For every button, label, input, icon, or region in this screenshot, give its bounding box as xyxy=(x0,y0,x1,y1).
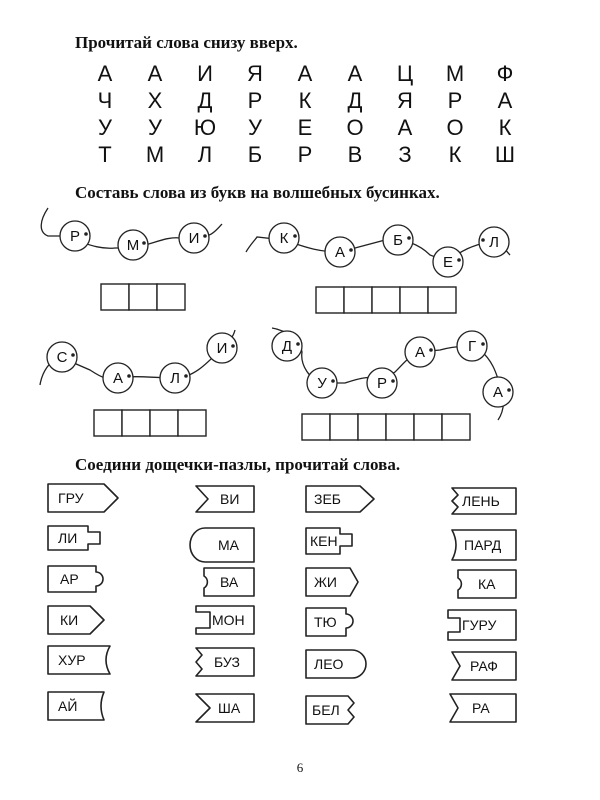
letter-cell: К xyxy=(448,141,462,167)
puzzle-word: МА xyxy=(218,537,239,553)
letter-cell: Д xyxy=(347,87,363,113)
puzzle-word: ЛИ xyxy=(58,530,78,546)
task2-title: Составь слова из букв на волшебных бусинках. xyxy=(75,183,440,202)
answer-box[interactable] xyxy=(414,414,442,440)
letter-cell: Р xyxy=(247,87,263,113)
puzzle-word: РА xyxy=(472,700,490,716)
answer-box[interactable] xyxy=(94,410,122,436)
answer-box[interactable] xyxy=(316,287,344,313)
letter-cell: У xyxy=(98,114,112,140)
letter-cell: У xyxy=(148,114,162,140)
bead-letter: У xyxy=(317,375,327,392)
letter-cell: И xyxy=(197,60,213,86)
puzzle-word: ПАРД xyxy=(464,537,502,553)
letter-cell: А xyxy=(497,87,513,113)
letter-cell: А xyxy=(147,60,163,86)
answer-box[interactable] xyxy=(358,414,386,440)
letter-cell: Л xyxy=(197,141,213,167)
bead-letter: А xyxy=(334,244,346,261)
puzzle-pieces xyxy=(48,484,516,724)
letter-cell: А xyxy=(347,60,363,86)
puzzle-word: ВИ xyxy=(220,491,240,507)
bead-letter: Л xyxy=(489,234,499,251)
letter-cell: У xyxy=(248,114,262,140)
bead-letter: Д xyxy=(281,338,293,355)
puzzle-word: КИ xyxy=(60,612,79,628)
page-number: 6 xyxy=(296,760,304,775)
task3-title: Соедини дощечки-пазлы, прочитай слова. xyxy=(75,455,401,474)
bead-letter: Л xyxy=(170,370,180,387)
letter-cell: А xyxy=(97,60,113,86)
bead-letter: Р xyxy=(69,228,81,245)
answer-box[interactable] xyxy=(344,287,372,313)
puzzle-word: ГРУ xyxy=(58,490,84,506)
puzzle-word: БУЗ xyxy=(214,654,240,670)
answer-box[interactable] xyxy=(442,414,470,440)
bead-letter: А xyxy=(112,370,124,387)
letter-cell: Р xyxy=(297,141,313,167)
letter-cell: К xyxy=(498,114,512,140)
answer-box[interactable] xyxy=(150,410,178,436)
puzzle-word: БЕЛ xyxy=(312,702,340,718)
bead-letter: А xyxy=(492,384,504,401)
letter-cell: Б xyxy=(247,141,263,167)
letter-cell: К xyxy=(298,87,312,113)
puzzle-word: ЗЕБ xyxy=(314,491,341,507)
answer-box[interactable] xyxy=(400,287,428,313)
letter-cell: Ю xyxy=(193,114,217,140)
puzzle-word: МОН xyxy=(212,612,245,628)
puzzle-word: ЛЕНЬ xyxy=(462,493,500,509)
answer-box[interactable] xyxy=(386,414,414,440)
letter-cell: Е xyxy=(297,114,313,140)
puzzle-word: ГУРУ xyxy=(462,617,497,633)
answer-box[interactable] xyxy=(372,287,400,313)
puzzle-word: ХУР xyxy=(58,652,86,668)
letter-cell: М xyxy=(145,141,165,167)
letter-cell: Ш xyxy=(494,141,516,167)
bead-letter: И xyxy=(188,230,200,247)
answer-box[interactable] xyxy=(302,414,330,440)
puzzle-word: АЙ xyxy=(58,698,78,714)
puzzle-word: ВА xyxy=(220,574,239,590)
letter-cell: Д xyxy=(197,87,213,113)
letter-cell: О xyxy=(446,114,464,140)
letter-cell: А xyxy=(297,60,313,86)
answer-box[interactable] xyxy=(101,284,129,310)
bead-letter: С xyxy=(56,349,68,366)
letter-cell: О xyxy=(346,114,364,140)
bead-letter: Р xyxy=(376,375,388,392)
bead-letter: Г xyxy=(467,338,477,355)
letter-cell: М xyxy=(445,60,465,86)
bead-letter: И xyxy=(216,340,228,357)
letter-cell: З xyxy=(398,141,412,167)
puzzle-word: ЖИ xyxy=(314,574,337,590)
task1-title: Прочитай слова снизу вверх. xyxy=(75,33,298,52)
answer-box[interactable] xyxy=(178,410,206,436)
letter-cell: Я xyxy=(247,60,263,86)
letter-cell: Ч xyxy=(97,87,113,113)
puzzle-word: ЛЕО xyxy=(314,656,344,672)
puzzle-word: КЕН xyxy=(310,533,338,549)
bead-letter: Е xyxy=(442,254,454,271)
letter-cell: Я xyxy=(397,87,413,113)
puzzle-word: ША xyxy=(218,700,241,716)
letter-cell: Р xyxy=(447,87,463,113)
bead-letter: К xyxy=(279,230,289,247)
letter-cell: В xyxy=(347,141,363,167)
letter-cell: Т xyxy=(98,141,112,167)
letter-cell: Ц xyxy=(396,60,414,86)
letter-cell: Х xyxy=(147,87,163,113)
letter-cell: А xyxy=(397,114,413,140)
letter-cell: Ф xyxy=(496,60,514,86)
bead-letter: А xyxy=(414,344,426,361)
answer-box[interactable] xyxy=(157,284,185,310)
puzzle-word: ТЮ xyxy=(314,614,337,630)
answer-box[interactable] xyxy=(129,284,157,310)
puzzle-word: РАФ xyxy=(470,658,498,674)
puzzle-word: КА xyxy=(478,576,496,592)
answer-box[interactable] xyxy=(428,287,456,313)
bead-letter: Б xyxy=(393,232,403,249)
bead-letter: М xyxy=(126,237,140,254)
answer-box[interactable] xyxy=(330,414,358,440)
puzzle-word: АР xyxy=(60,571,79,587)
answer-box[interactable] xyxy=(122,410,150,436)
